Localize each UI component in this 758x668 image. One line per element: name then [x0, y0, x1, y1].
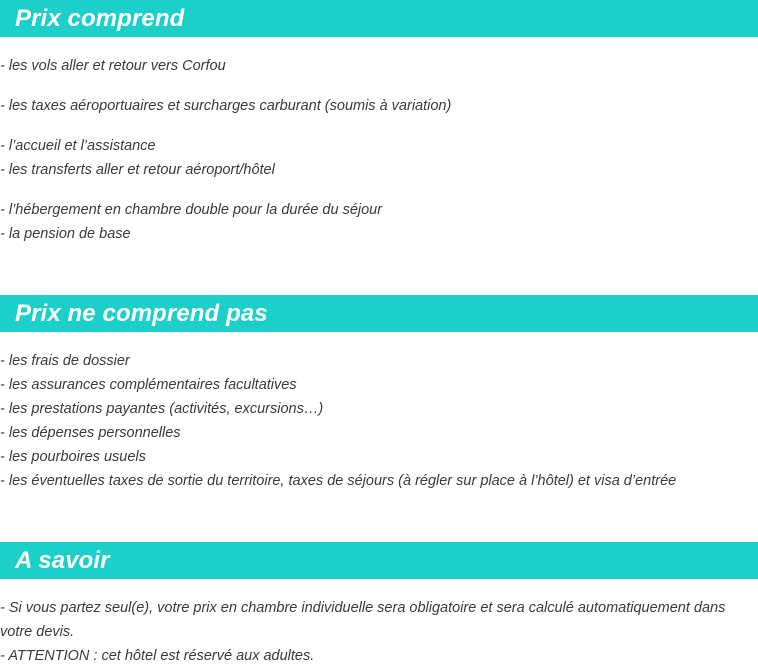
section-header-prix-comprend: [0, 0, 758, 37]
section-header-prix-ne-comprend-pas: [0, 295, 758, 332]
list-item: - ATTENTION : cet hôtel est réservé aux adultes.: [0, 648, 315, 664]
section-title: A savoir: [15, 547, 110, 574]
list-item: - les frais de dossier: [0, 353, 130, 369]
list-item: - les dépenses personnelles: [0, 425, 181, 441]
list-item: - les taxes aéroportuaires et surcharges carburant (soumis à variation): [0, 98, 452, 114]
list-item: - les vols aller et retour vers Corfou: [0, 58, 226, 74]
list-item: - les prestations payantes (activités, excursions…): [0, 401, 324, 417]
section-title: Prix comprend: [15, 5, 185, 32]
section-title: Prix ne comprend pas: [15, 300, 268, 327]
list-item: - l’accueil et l’assistance: [0, 138, 156, 154]
list-item: - la pension de base: [0, 226, 131, 242]
list-item: - les transferts aller et retour aéroport/hôtel: [0, 162, 275, 178]
list-item: - l’hébergement en chambre double pour la durée du séjour: [0, 202, 383, 218]
list-item: - Si vous partez seul(e), votre prix en chambre individuelle sera obligatoire et sera calculé automatiquement dans votre devis.: [0, 600, 726, 640]
list-item: - les assurances complémentaires facultatives: [0, 377, 297, 393]
section-header-a-savoir: [0, 542, 758, 579]
list-item: - les éventuelles taxes de sortie du territoire, taxes de séjours (à régler sur place à l’hôtel) et visa d’entrée: [0, 473, 677, 489]
list-item: - les pourboires usuels: [0, 449, 146, 465]
